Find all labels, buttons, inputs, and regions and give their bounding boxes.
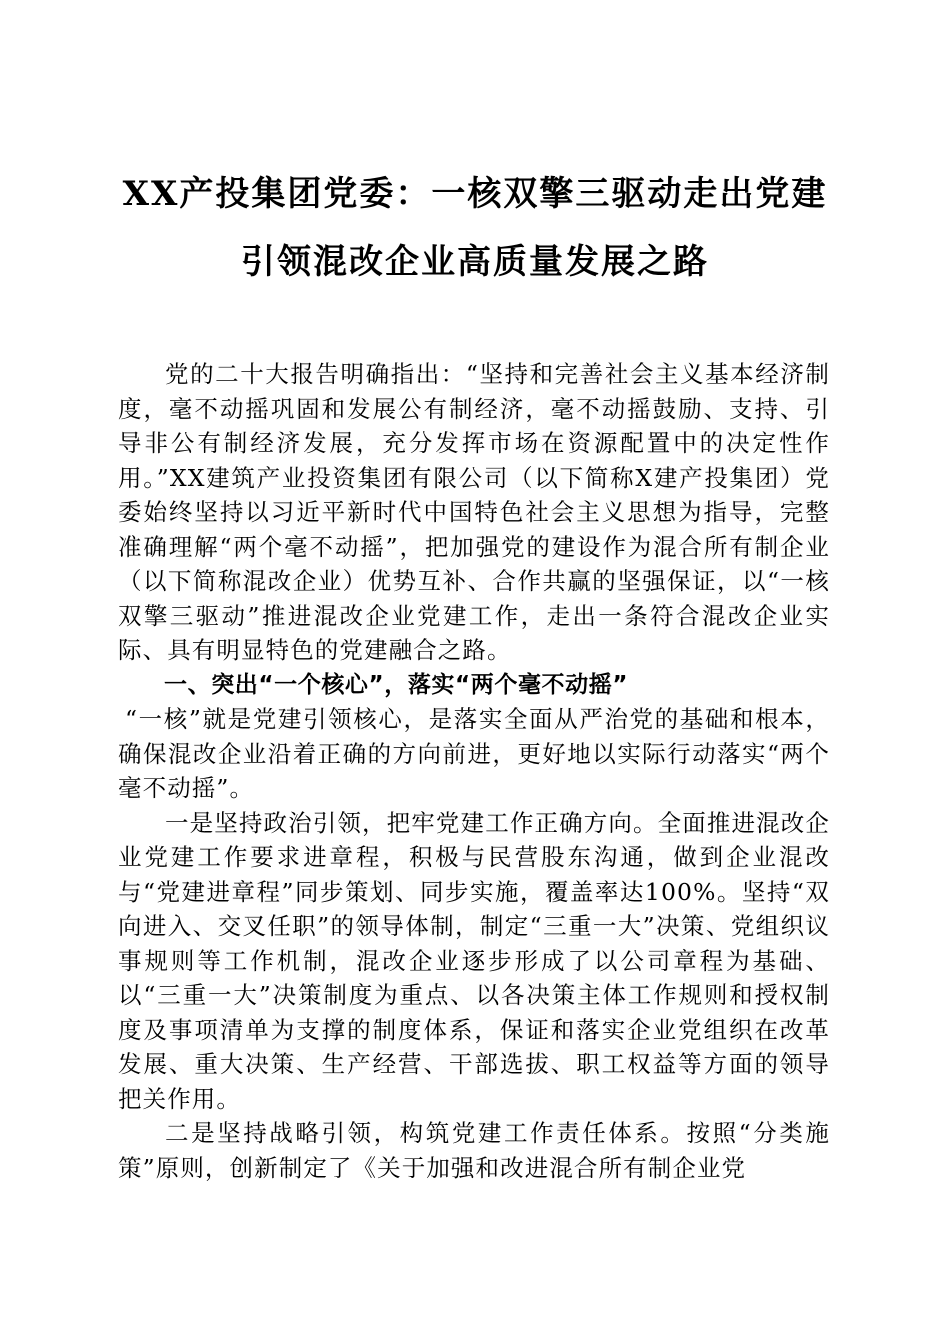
document-body xyxy=(118,357,830,1185)
point-1-paragraph: 一是坚持政治引领，把牢党建工作正确方向。全面推进混改企业党建工作要求进章程，积极与民营股东沟通，做到企业混改与“党建进章程”同步策划、同步实施，覆盖率达100%。坚持“双向进入、交叉任职”的领导体制，制定“三重一大”决策、党组织议事规则等工作机制，混改企业逐步形成了以公司章程为基础、以“三重一大”决策制度为重点、以各决策主体工作规则和授权制度及事项清单为支撑的制度体系，保证和落实企业党组织在改革发展、重大决策、生产经营、干部选拔、职工权益等方面的领导把关作用。 xyxy=(118,808,830,1113)
document-title-line-1: XX产投集团党委：一核双擎三驱动走出党建 xyxy=(122,174,828,214)
point-2-paragraph: 二是坚持战略引领，构筑党建工作责任体系。按照“分类施策”原则，创新制定了《关于加强和改进混合所有制企业党 xyxy=(118,1119,830,1182)
section-1-heading: 一、突出“一个核心”，落实“两个毫不动摇” xyxy=(164,671,629,698)
section-1-intro-paragraph: “一核”就是党建引领核心，是落实全面从严治党的基础和根本，确保混改企业沿着正确的方向前进，更好地以实际行动落实“两个毫不动摇”。 xyxy=(118,705,830,802)
document-title-line-2: 引领混改企业高质量发展之路 xyxy=(241,242,709,282)
intro-paragraph: 党的二十大报告明确指出：“坚持和完善社会主义基本经济制度，毫不动摇巩固和发展公有制经济，毫不动摇鼓励、支持、引导非公有制经济发展，充分发挥市场在资源配置中的决定性作用。”XX建筑产业投资集团有限公司（以下简称X建产投集团）党委始终坚持以习近平新时代中国特色社会主义思想为指导，完整准确理解“两个毫不动摇”，把加强党的建设作为混合所有制企业（以下简称混改企业）优势互补、合作共赢的坚强保证，以“一核双擎三驱动”推进混改企业党建工作，走出一条符合混改企业实际、具有明显特色的党建融合之路。 xyxy=(118,360,830,664)
